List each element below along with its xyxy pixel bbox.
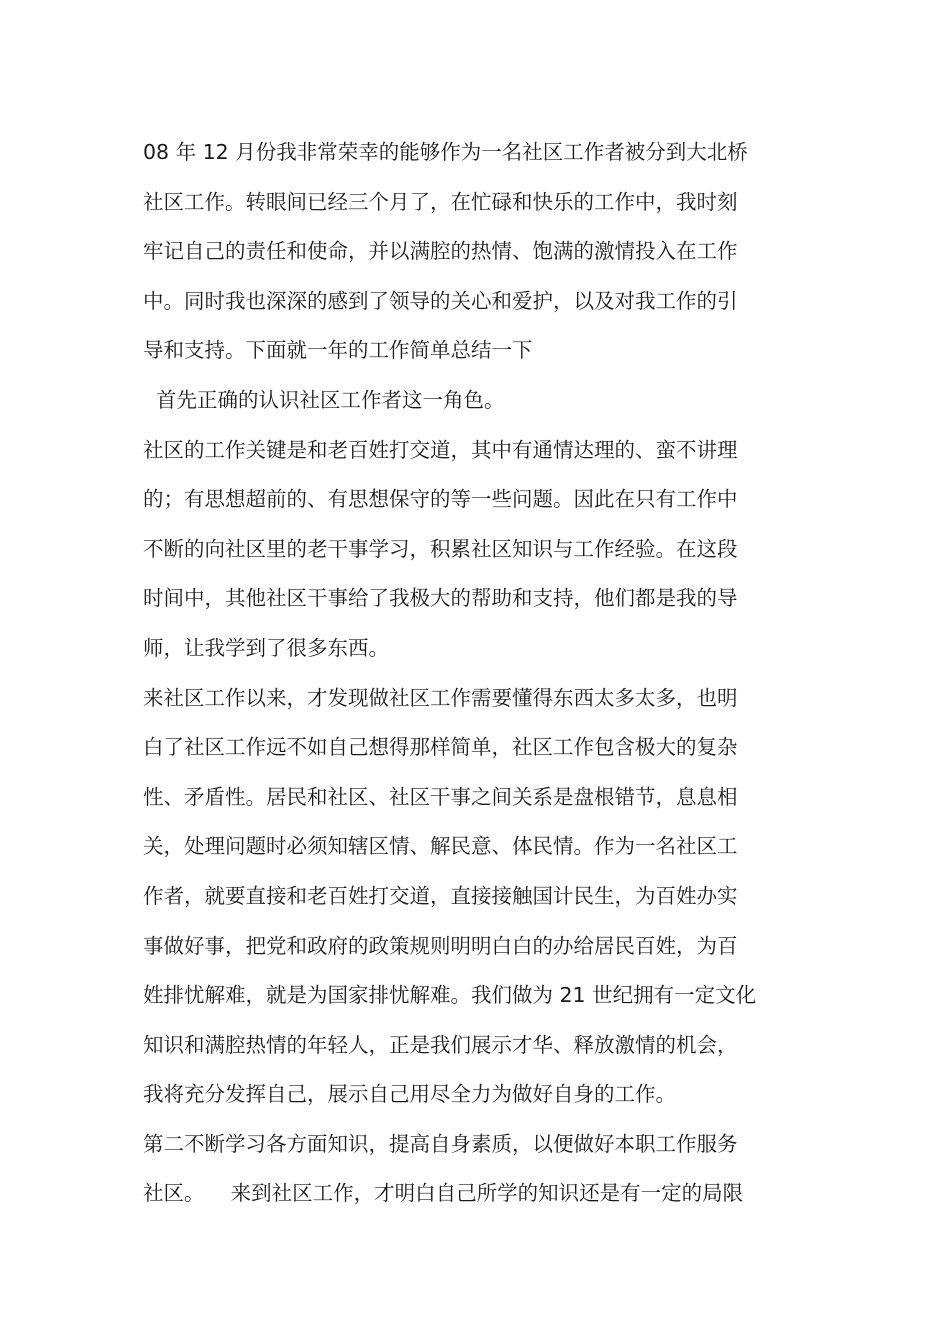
text-line: 性、矛盾性。居民和社区、社区干事之间关系是盘根错节，息息相 (143, 784, 738, 809)
text-line: 时间中，其他社区干事给了我极大的帮助和支持，他们都是我的导 (143, 586, 738, 611)
text-line: 社区工作。转眼间已经三个月了，在忙碌和快乐的工作中，我时刻 (143, 189, 738, 214)
text-line: 不断的向社区里的老干事学习，积累社区知识与工作经验。在这段 (143, 536, 738, 561)
text-line: 社区的工作关键是和老百姓打交道，其中有通情达理的、蛮不讲理 (143, 437, 738, 462)
document-body (143, 128, 811, 1219)
text-line: 导和支持。下面就一年的工作简单总结一下 (143, 338, 533, 363)
text-line: 事做好事，把党和政府的政策规则明明白白的办给居民百姓，为百 (143, 933, 738, 958)
text-line: 第二不断学习各方面知识，提高自身素质，以便做好本职工作服务 (143, 1131, 738, 1156)
text-line: 作者，就要直接和老百姓打交道，直接接触国计民生，为百姓办实 (143, 883, 738, 908)
text-line: 中。同时我也深深的感到了领导的关心和爱护，以及对我工作的引 (143, 288, 738, 313)
text-line: 08 年 12 月份我非常荣幸的能够作为一名社区工作者被分到大北桥 (143, 140, 748, 164)
text-line: 师，让我学到了很多东西。 (143, 635, 389, 660)
text-line: 我将充分发挥自己，展示自己用尽全力为做好自身的工作。 (143, 1082, 676, 1107)
text-line: 知识和满腔热情的年轻人，正是我们展示才华、释放激情的机会， (143, 1032, 738, 1057)
text-line: 来社区工作以来，才发现做社区工作需要懂得东西太多太多，也明 (143, 685, 738, 710)
text-line: 的；有思想超前的、有思想保守的等一些问题。因此在只有工作中 (143, 487, 738, 512)
text-line: 牢记自己的责任和使命，并以满腔的热情、饱满的激情投入在工作 (143, 239, 738, 264)
text-line: 姓排忧解难，就是为国家排忧解难。我们做为 21 世纪拥有一定文化 (143, 983, 757, 1008)
text-line: 白了社区工作远不如自己想得那样简单，社区工作包含极大的复杂 (143, 735, 738, 760)
text-line: 社区。 来到社区工作，才明白自己所学的知识还是有一定的局限 (143, 1181, 744, 1206)
section-heading: 首先正确的认识社区工作者这一角色。 (143, 387, 505, 412)
text-line: 关，处理问题时必须知辖区情、解民意、体民情。作为一名社区工 (143, 834, 738, 859)
